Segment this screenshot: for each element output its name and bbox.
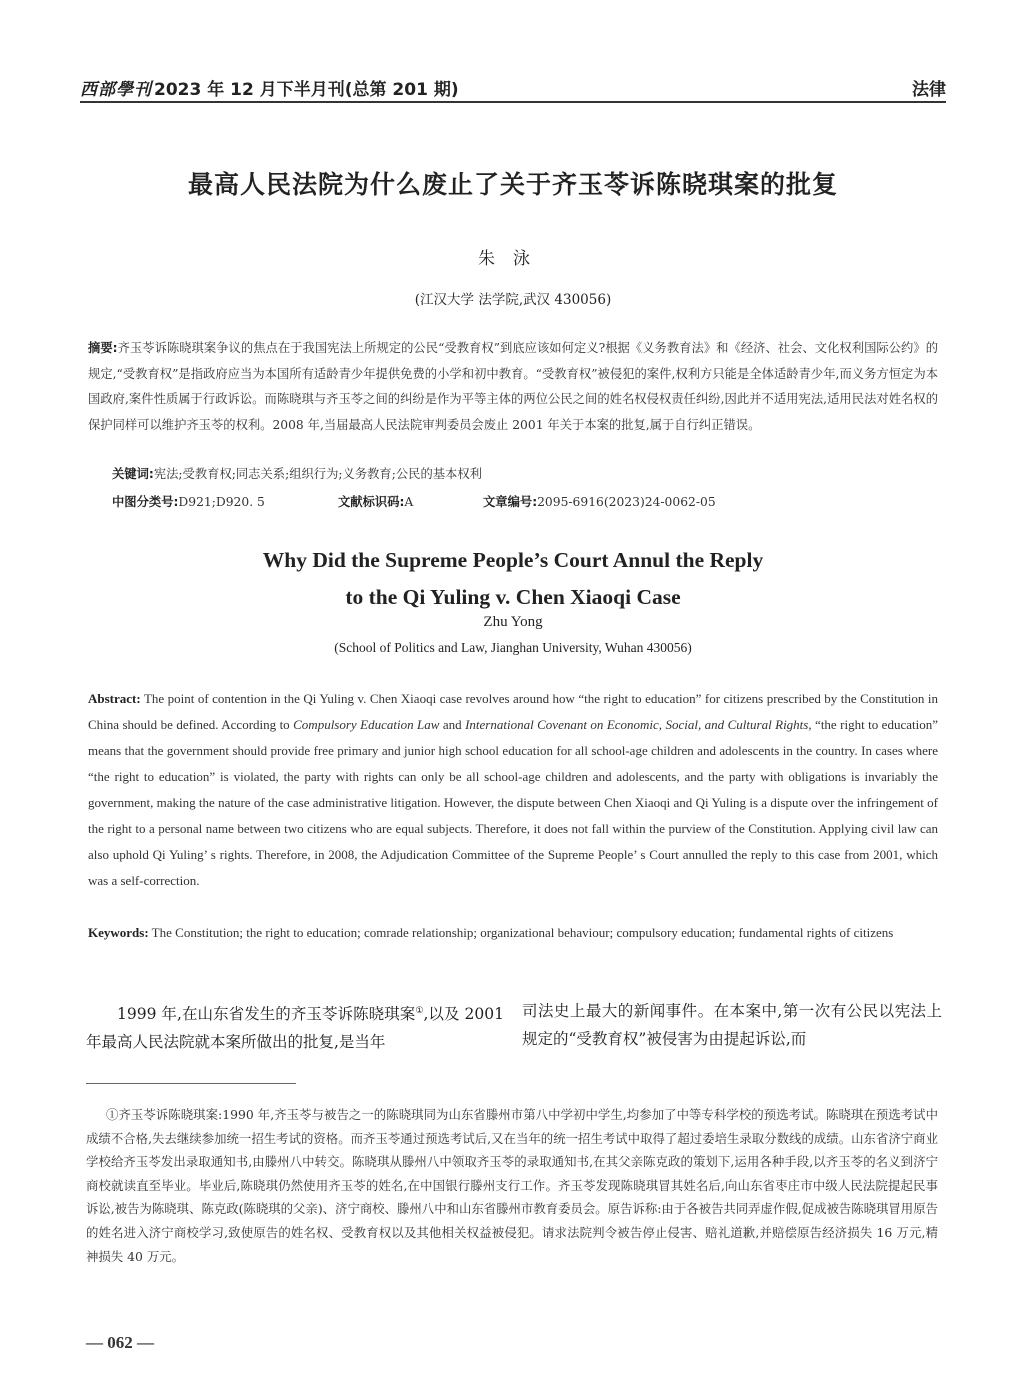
header-divider (80, 101, 946, 103)
title-en-line-1: Why Did the Supreme People’s Court Annul the Reply (262, 548, 764, 572)
running-header (80, 70, 946, 100)
abstract-cn-label: 摘要: (88, 341, 118, 355)
abstract-en-conj: and (439, 717, 466, 732)
article-title-en (80, 542, 946, 616)
article-number-label: 文章编号: (483, 495, 538, 509)
abstract-en-text-1: The point of contention in the Qi Yuling v. Chen Xiaoqi case revolves around how “the right to education” for citizens prescribed by the Constitution in China should be defined. According to (88, 691, 938, 732)
body-column-left (86, 997, 504, 1056)
clc-number (112, 490, 338, 514)
doc-code-value: A (404, 495, 414, 509)
keywords-en (88, 920, 938, 946)
abstract-cn (88, 336, 938, 438)
law-title-1: Compulsory Education Law (293, 717, 440, 732)
abstract-en-text-2: “the right to education” means that the government should provide free primary and junior high school education for all school-age children and adolescents in the country. In cases where “the right to education” is violated, the party with rights can only be all school-age children and adolescents, and the party with obligations is invariably the government, making the nature of the case administrative litigation. However, the dispute between Chen Xiaoqi and Qi Yuling is a dispute over the infringement of the right to a personal name between two citizens who are equal subjects. Therefore, it does not fall within the purview of the Constitution. Applying civil law can also uphold Qi Yuling’ s rights. Therefore, in 2008, the Adjudication Committee of the Supreme People’ s Court annulled the reply to this case from 2001, which was a self-correction. (88, 717, 938, 888)
affiliation-en: (School of Politics and Law, Jianghan University, Wuhan 430056) (334, 640, 692, 655)
clc-value: D921;D920. 5 (178, 495, 265, 509)
keywords-en-label: Keywords: (88, 925, 149, 940)
keywords-en-text: The Constitution; the right to education; comrade relationship; organizational behaviour; compulsory education; fundamental rights of citizens (148, 925, 894, 940)
doc-code-label: 文献标识码: (338, 495, 405, 509)
title-en-line-2: to the Qi Yuling v. Chen Xiaoqi Case (345, 585, 681, 609)
body-left-text-2: ,以及 2001 年最高人民法院就本案所做出的批复,是当年 (86, 1005, 504, 1052)
author-en: Zhu Yong (483, 614, 543, 630)
article-number-value: 2095-6916(2023)24-0062-05 (537, 495, 716, 509)
keywords-cn-text: 宪法;受教育权;同志关系;组织行为;义务教育;公民的基本权利 (153, 467, 482, 481)
keywords-cn-label: 关键词: (112, 467, 154, 481)
law-title-2: International Covenant on Economic, Social, and Cultural Rights, (465, 717, 812, 732)
classification-row (112, 490, 938, 514)
body-left-text-1: 1999 年,在山东省发生的齐玉苓诉陈晓琪案 (117, 1005, 416, 1024)
body-column-right: 司法史上最大的新闻事件。在本案中,第一次有公民以宪法上规定的“受教育权”被侵害为由提起诉讼,而 (522, 1002, 942, 1048)
clc-label: 中图分类号: (112, 495, 179, 509)
abstract-en (88, 686, 938, 894)
section-label: 法律 (912, 80, 946, 100)
issue-info: 2023 年 12 月下半月刊(总第 201 期) (154, 80, 459, 100)
affiliation-cn: (江汉大学 法学院,武汉 430056) (414, 292, 612, 308)
footnote-divider (86, 1083, 296, 1084)
author-cn: 朱泳 (478, 249, 548, 269)
page-number: — 062 — (86, 1333, 154, 1352)
header-journal-issue (80, 75, 459, 100)
abstract-en-label: Abstract: (88, 691, 141, 706)
footnote: ①齐玉苓诉陈晓琪案:1990 年,齐玉苓与被告之一的陈晓琪同为山东省滕州市第八中学初中学生,均参加了中等专科学校的预选考试。陈晓琪在预选考试中成绩不合格,失去继续参加统一招生考试的资格。而齐玉苓通过预选考试后,又在当年的统一招生考试中取得了超过委培生录取分数线的成绩。山东省济宁商业学校给齐玉苓发出录取通知书,由滕州八中转交。陈晓琪从滕州八中领取齐玉苓的录取通知书,在其父亲陈克政的策划下,运用各种手段,以齐玉苓的名义到济宁商校就读直至毕业。毕业后,陈晓琪仍然使用齐玉苓的姓名,在中国银行滕州支行工作。齐玉苓发现陈晓琪冒其姓名后,向山东省枣庄市中级人民法院提起民事诉讼,被告为陈晓琪、陈克政(陈晓琪的父亲)、济宁商校、滕州八中和山东省滕州市教育委员会。原告诉称:由于各被告共同弄虚作假,促成被告陈晓琪冒用原告的姓名进入济宁商校学习,致使原告的姓名权、受教育权以及其他相关权益被侵犯。请求法院判令被告停止侵害、赔礼道歉,并赔偿原告经济损失 16 万元,精神损失 40 万元。 (86, 1107, 938, 1264)
keywords-cn (112, 462, 938, 486)
doc-code (338, 490, 483, 514)
footnote-ref[interactable]: ① (415, 1006, 424, 1016)
journal-logo: 西部學刊 (80, 80, 152, 100)
article-title-cn: 最高人民法院为什么废止了关于齐玉苓诉陈晓琪案的批复 (187, 170, 838, 199)
abstract-cn-text: 齐玉苓诉陈晓琪案争议的焦点在于我国宪法上所规定的公民“受教育权”到底应该如何定义?根据《义务教育法》和《经济、社会、文化权利国际公约》的规定,“受教育权”是指政府应当为本国所有适龄青少年提供免费的小学和初中教育。“受教育权”被侵犯的案件,权利方只能是全体适龄青少年,而义务方恒定为本国政府,案件性质属于行政诉讼。而陈晓琪与齐玉苓之间的纠纷是作为平等主体的两位公民之间的姓名权侵权责任纠纷,因此并不适用宪法,适用民法对姓名权的保护同样可以维护齐玉苓的权利。2008 年,当届最高人民法院审判委员会废止 2001 年关于本案的批复,属于自行纠正错误。 (88, 341, 939, 432)
article-number (483, 490, 716, 514)
